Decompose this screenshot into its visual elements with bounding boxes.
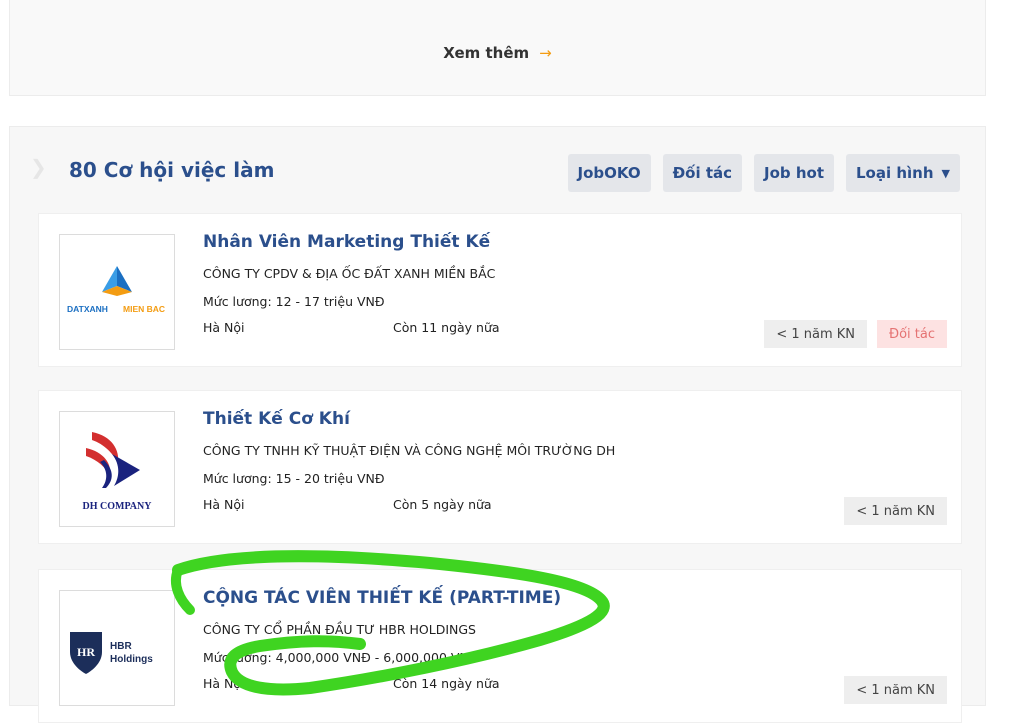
- company-name[interactable]: CÔNG TY TNHH KỸ THUẬT ĐIỆN VÀ CÔNG NGHỆ MÔI TRƯỜNG DH: [203, 443, 616, 458]
- job-tags: [844, 497, 947, 525]
- filter-label: Đối tác: [672, 164, 732, 182]
- filter-partner-button[interactable]: [663, 154, 742, 192]
- company-logo[interactable]: [59, 411, 175, 527]
- experience-badge: < 1 năm KN: [844, 497, 947, 525]
- chevron-down-icon: ▼: [941, 166, 950, 180]
- job-title-link[interactable]: Nhân Viên Marketing Thiết Kế: [203, 232, 491, 252]
- logo-text-dh: DH COMPANY: [82, 501, 152, 512]
- location-text: Hà Nội: [203, 497, 245, 512]
- experience-badge: < 1 năm KN: [764, 320, 867, 348]
- see-more-label: Xem thêm: [443, 44, 530, 62]
- filter-label: JobOKO: [577, 164, 641, 182]
- partner-badge: Đối tác: [877, 320, 947, 348]
- chevron-left-icon[interactable]: ❯: [30, 155, 47, 179]
- job-card[interactable]: [38, 390, 962, 544]
- jobs-count-title: 80 Cơ hội việc làm: [69, 158, 275, 182]
- arrow-right-icon: →: [539, 44, 552, 62]
- job-title-link[interactable]: Thiết Kế Cơ Khí: [203, 409, 350, 429]
- jobs-panel: [9, 126, 986, 706]
- logo-text-holdings: Holdings: [110, 654, 153, 665]
- filter-bar: [568, 154, 961, 192]
- deadline-text: Còn 5 ngày nữa: [393, 497, 492, 512]
- see-more-panel: [9, 0, 986, 96]
- deadline-text: Còn 11 ngày nữa: [393, 320, 500, 335]
- company-name[interactable]: CÔNG TY CPDV & ĐỊA ỐC ĐẤT XANH MIỀN BẮC: [203, 266, 496, 281]
- filter-type-dropdown[interactable]: [846, 154, 960, 192]
- company-logo[interactable]: [59, 590, 175, 706]
- job-title-link[interactable]: CỘNG TÁC VIÊN THIẾT KẾ (PART-TIME): [203, 588, 562, 608]
- logo-text-datxanh: DATXANH: [67, 304, 108, 314]
- logo-text-hbr: HBR: [110, 641, 132, 652]
- job-tags: [844, 676, 947, 704]
- datxanh-logo-icon: [62, 262, 172, 322]
- company-logo[interactable]: [59, 234, 175, 350]
- salary-text: Mức lương: 15 - 20 triệu VNĐ: [203, 471, 385, 486]
- see-more-link[interactable]: [10, 44, 985, 62]
- filter-job-hot-button[interactable]: [754, 154, 834, 192]
- job-card[interactable]: [38, 213, 962, 367]
- deadline-text: Còn 14 ngày nữa: [393, 676, 500, 691]
- logo-monogram: HR: [77, 645, 95, 659]
- experience-badge: < 1 năm KN: [844, 676, 947, 704]
- filter-jobkoko-button[interactable]: [568, 154, 651, 192]
- company-name[interactable]: CÔNG TY CỔ PHẦN ĐẦU TƯ HBR HOLDINGS: [203, 622, 476, 637]
- salary-text: Mức lương: 12 - 17 triệu VNĐ: [203, 294, 385, 309]
- filter-label: Job hot: [764, 164, 824, 182]
- job-tags: [764, 320, 947, 348]
- dh-company-logo-icon: [62, 414, 172, 524]
- hbr-logo-icon: [62, 618, 172, 678]
- location-text: Hà Nội: [203, 320, 245, 335]
- location-text: Hà Nội: [203, 676, 245, 691]
- logo-text-mienbac: MIEN BAC: [123, 304, 166, 314]
- salary-text: Mức lương: 4,000,000 VNĐ - 6,000,000 VNĐ: [203, 650, 479, 665]
- job-card[interactable]: [38, 569, 962, 723]
- filter-label: Loại hình: [856, 164, 934, 182]
